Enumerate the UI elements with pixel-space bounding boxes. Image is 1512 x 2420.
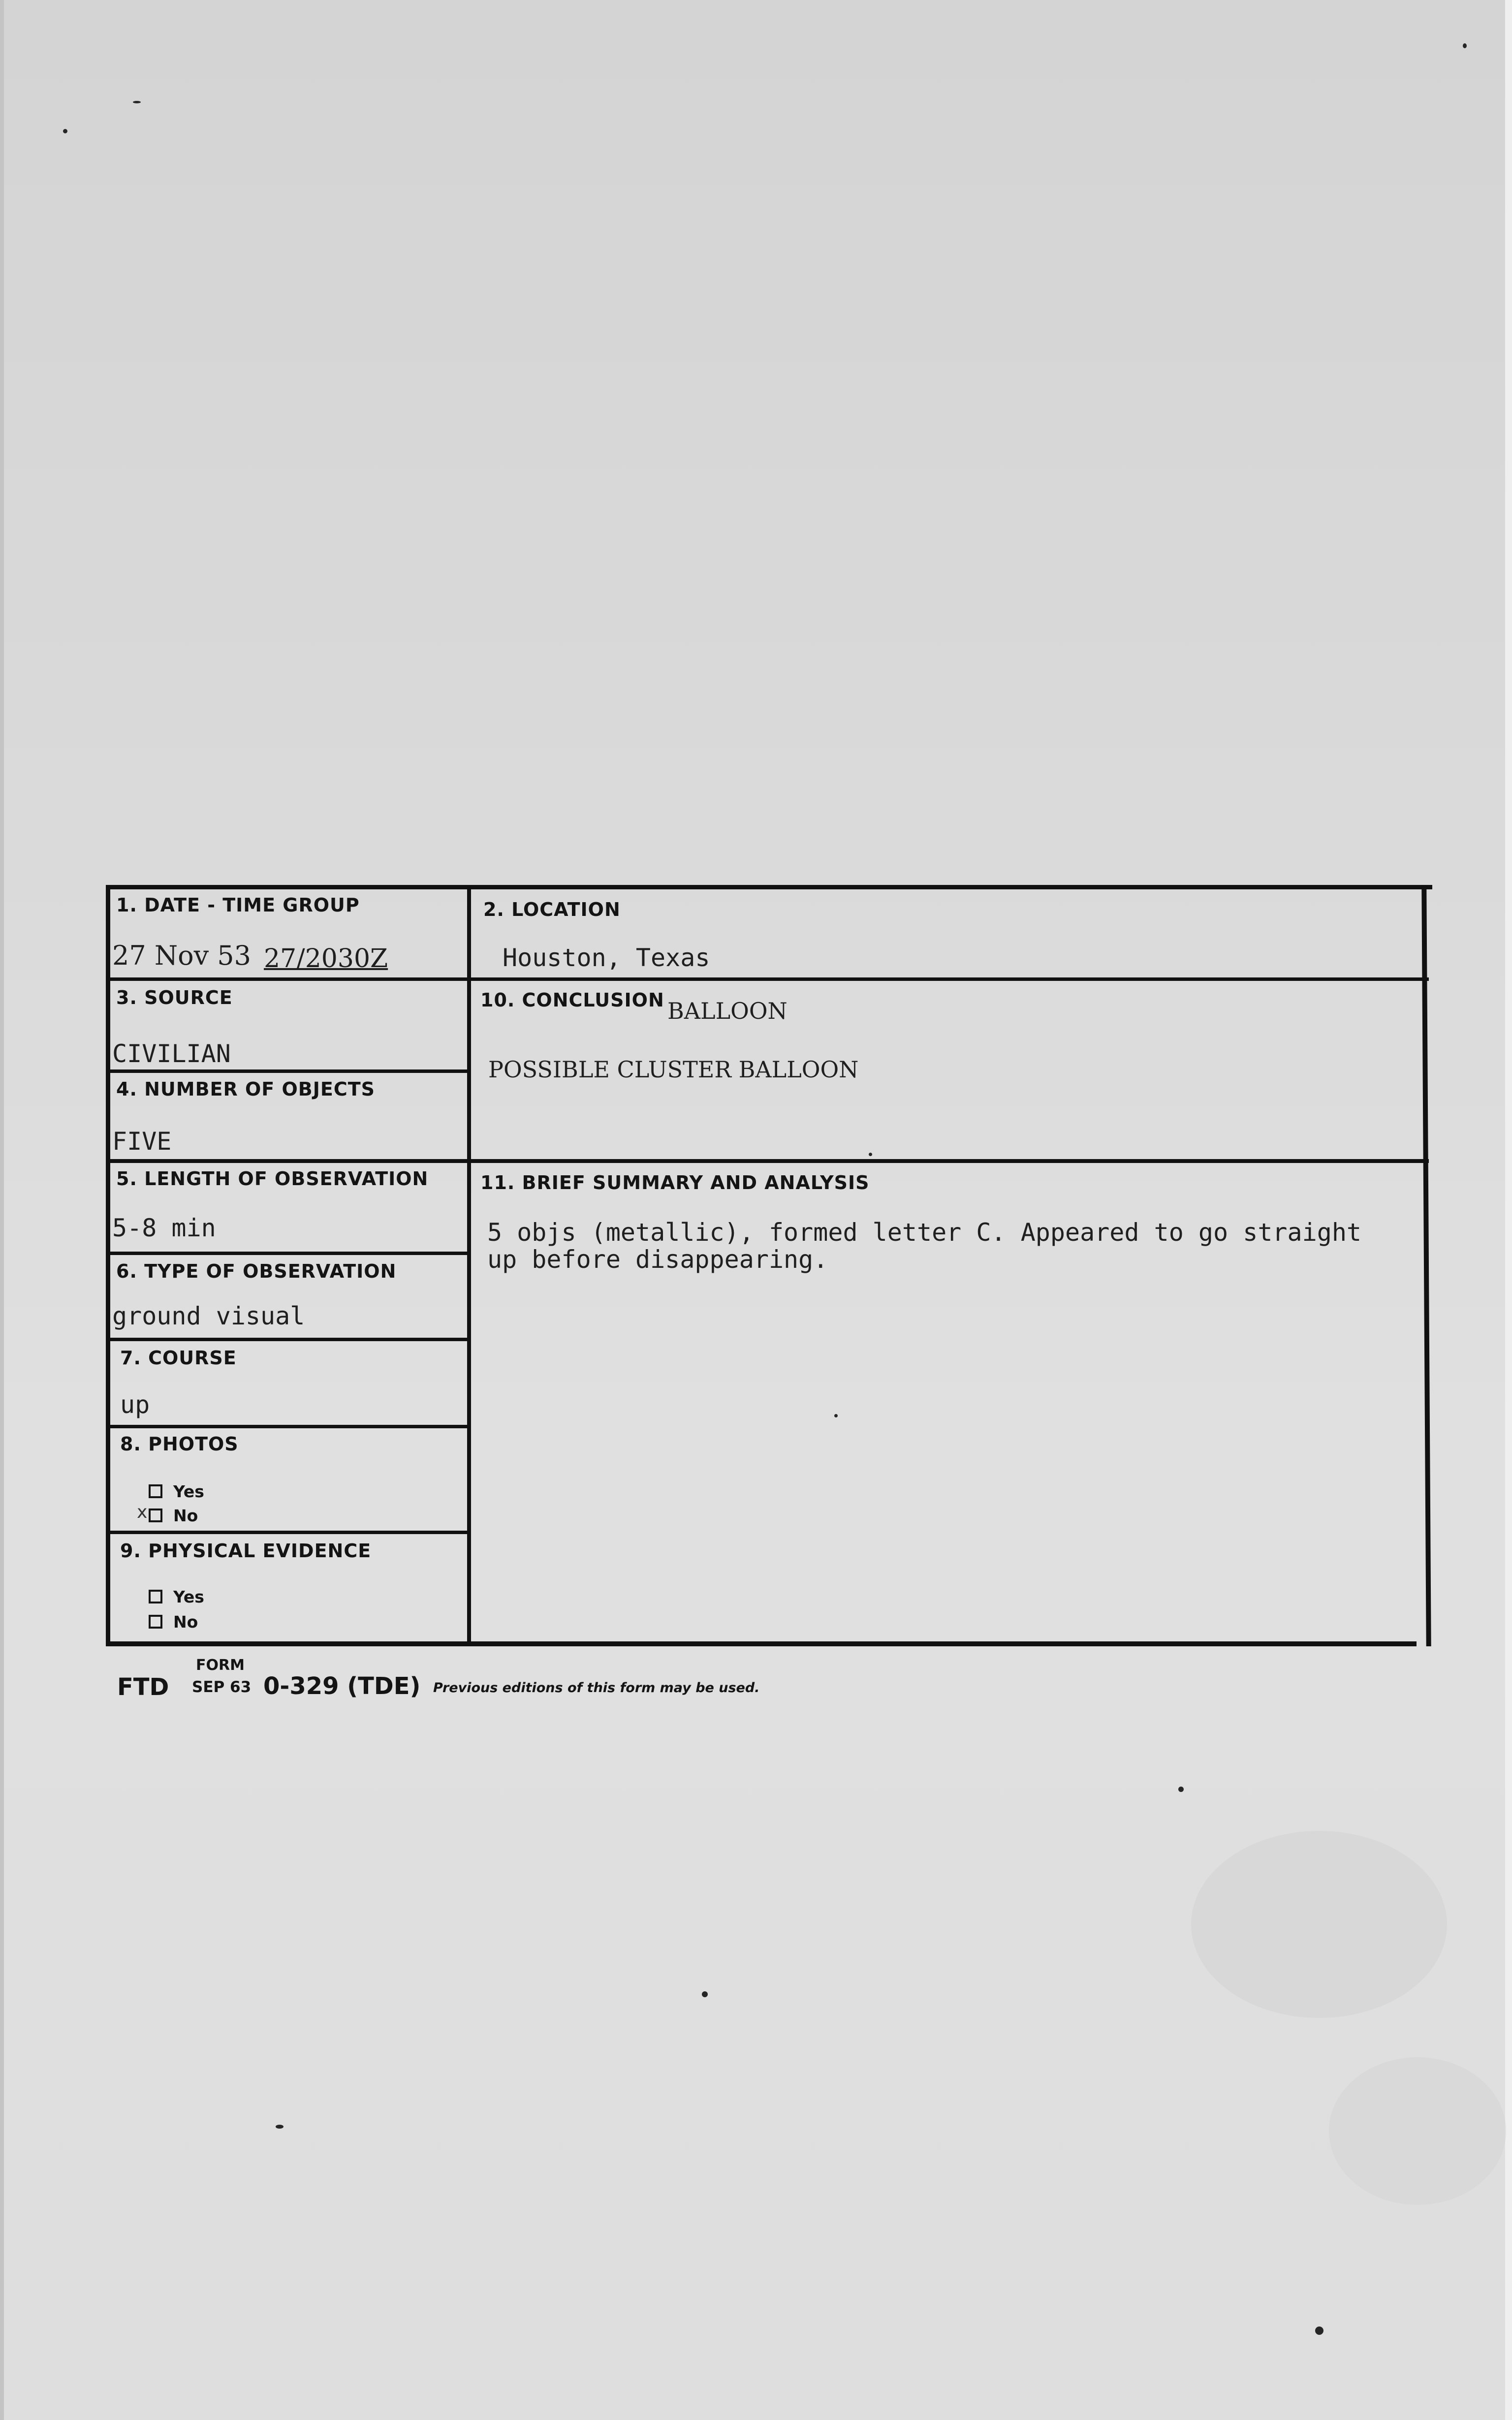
photos-yes-checkbox	[149, 1484, 162, 1498]
number-of-objects-value: FIVE	[112, 1127, 172, 1156]
evidence-no-checkbox	[149, 1615, 162, 1629]
photos-no-checkbox	[149, 1509, 162, 1522]
number-of-objects-label: 4. NUMBER OF OBJECTS	[116, 1078, 376, 1100]
evidence-yes-label: Yes	[173, 1587, 204, 1606]
length-of-observation-value: 5-8 min	[112, 1214, 216, 1242]
date-time-label: 1. DATE - TIME GROUP	[116, 894, 360, 916]
row-divider	[107, 1069, 469, 1073]
evidence-no-label: No	[173, 1612, 198, 1632]
length-of-observation-label: 5. LENGTH OF OBSERVATION	[116, 1168, 429, 1190]
conclusion-value: BALLOON	[667, 998, 788, 1024]
footer-ftd: FTD	[117, 1673, 169, 1701]
footer-date: SEP 63	[192, 1678, 252, 1696]
type-of-observation-label: 6. TYPE OF OBSERVATION	[116, 1260, 397, 1282]
row-divider	[107, 1425, 469, 1428]
location-value: Houston, Texas	[503, 943, 710, 972]
source-value: CIVILIAN	[112, 1039, 231, 1068]
footer-note: Previous editions of this form may be used.	[433, 1680, 760, 1696]
evidence-yes-option	[149, 1587, 204, 1606]
conclusion-detail: POSSIBLE CLUSTER BALLOON	[488, 1056, 859, 1083]
conclusion-label: 10. CONCLUSION	[480, 989, 664, 1011]
course-value: up	[120, 1390, 150, 1419]
date-value: 27 Nov 53	[112, 940, 252, 971]
location-label: 2. LOCATION	[483, 899, 621, 920]
summary-line-2: up before disappearing.	[487, 1245, 828, 1274]
photos-no-option	[149, 1506, 198, 1525]
photos-yes-label: Yes	[173, 1482, 204, 1501]
evidence-no-option	[149, 1612, 198, 1632]
form-border-bottom	[107, 1641, 1417, 1646]
summary-line-1: 5 objs (metallic), formed letter C. Appeared to go straight	[487, 1218, 1362, 1247]
row-divider	[107, 1338, 469, 1341]
photos-yes-option	[149, 1482, 204, 1501]
footer-form-number: 0-329 (TDE)	[263, 1672, 421, 1700]
type-of-observation-value: ground visual	[112, 1302, 305, 1330]
photos-label: 8. PHOTOS	[120, 1433, 239, 1455]
source-label: 3. SOURCE	[116, 987, 233, 1008]
time-value: 27/2030Z	[264, 944, 388, 974]
photos-no-check-mark: x	[137, 1502, 148, 1522]
footer-form-word: FORM	[196, 1657, 245, 1674]
form-border-right	[1421, 885, 1431, 1646]
photos-no-label: No	[173, 1506, 198, 1525]
summary-label: 11. BRIEF SUMMARY AND ANALYSIS	[480, 1172, 870, 1194]
form-border-top	[107, 885, 1432, 889]
course-label: 7. COURSE	[120, 1347, 237, 1369]
row-divider	[107, 1159, 1429, 1163]
evidence-yes-checkbox	[149, 1590, 162, 1603]
row-divider	[107, 977, 1429, 981]
row-divider	[107, 1252, 469, 1255]
row-divider	[107, 1531, 469, 1534]
physical-evidence-label: 9. PHYSICAL EVIDENCE	[120, 1540, 372, 1562]
